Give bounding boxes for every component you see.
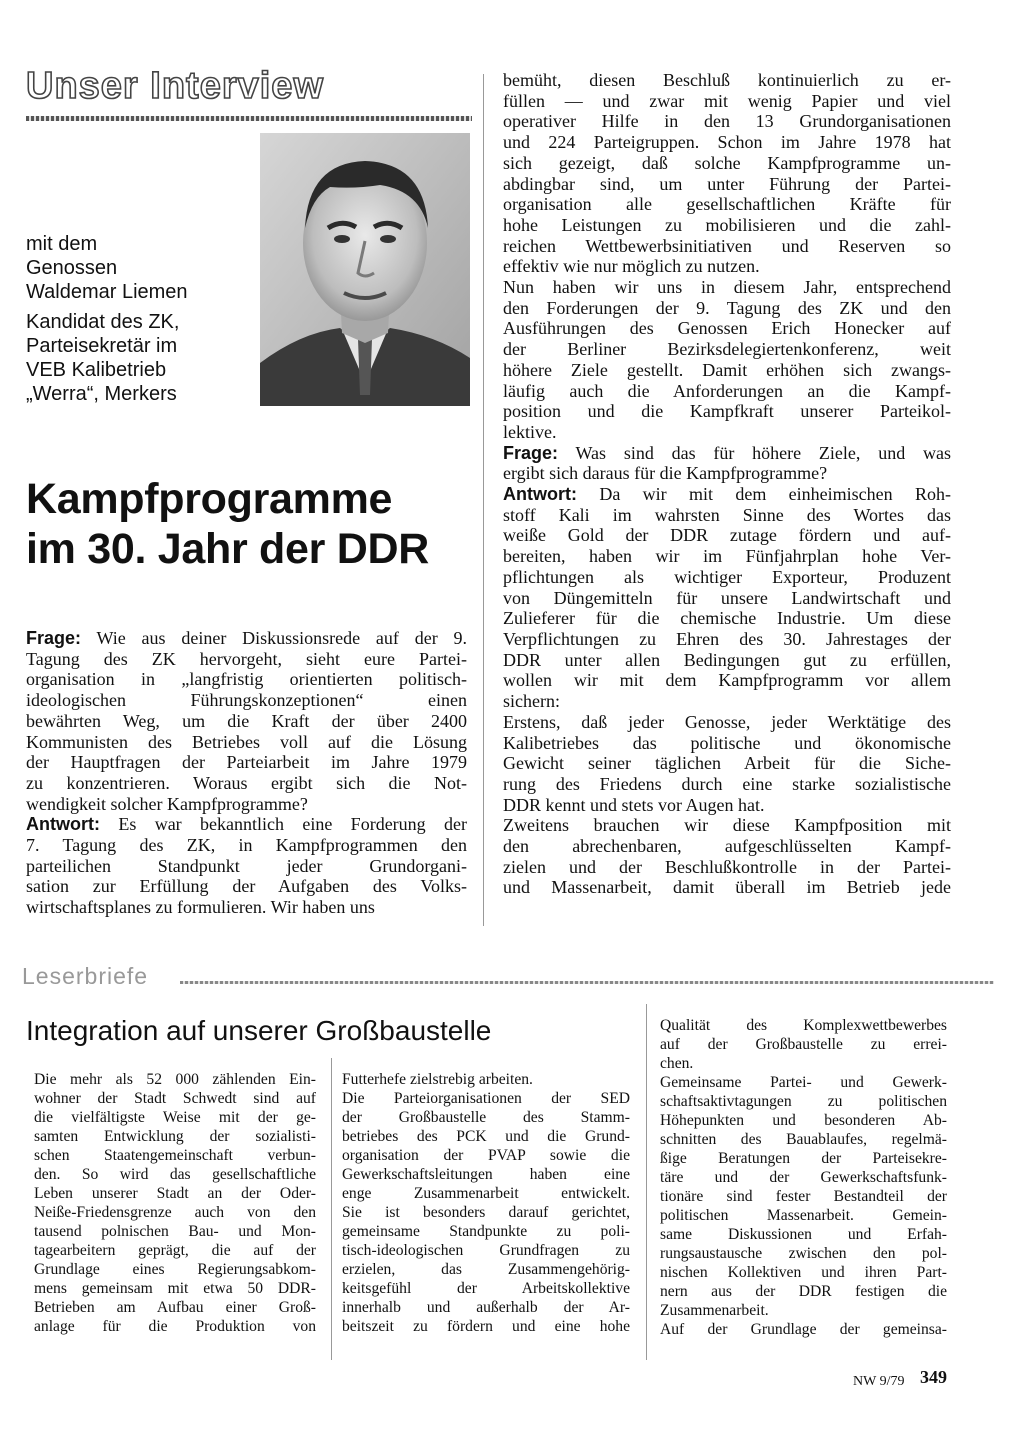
line-text: DDR unter allen Bedingungen gut zu erfüllen,	[503, 649, 951, 670]
letters-headline: Integration auf unserer Großbaustelle	[26, 1015, 492, 1046]
answer-label: Antwort:	[503, 484, 577, 505]
line-text: und Massenarbeit, damit überall im Betrieb jede	[503, 877, 951, 898]
text-line	[342, 1298, 630, 1317]
line-text: abdingbar sind, um unter Führung der Partei-	[503, 173, 951, 194]
text-line	[503, 484, 951, 505]
text-line	[503, 318, 951, 339]
line-text: von Düngemitteln für unsere Landwirtschaft und	[503, 587, 951, 608]
letter-column-1	[34, 1070, 316, 1336]
line-text: Was sind das für höhere Ziele, und was	[575, 442, 951, 463]
text-line	[503, 381, 951, 402]
text-line	[342, 1070, 630, 1089]
text-line	[503, 174, 951, 195]
line-text: chen.	[660, 1055, 694, 1072]
text-line	[26, 732, 467, 753]
line-text: Wie aus deiner Diskussionsrede auf der 9.	[96, 628, 467, 648]
line-text: Zweitens brauchen wir diese Kampfposition mit	[503, 815, 951, 836]
line-text: Leben unserer Stadt an der Oder-	[34, 1185, 316, 1202]
line-text: schen Staatengemeinschaft verbun-	[34, 1147, 316, 1164]
text-line	[34, 1317, 316, 1336]
text-line	[503, 236, 951, 257]
text-line	[660, 1054, 947, 1073]
text-line	[26, 711, 467, 732]
text-line	[26, 897, 467, 918]
line-text: innerhalb und außerhalb der Ar-	[342, 1299, 630, 1316]
line-text: organisation alle gesellschaftlichen Kräfte für	[503, 194, 951, 215]
letter-column-3	[660, 1016, 947, 1339]
line-text: 7. Tagung des ZK, in Kampfprogrammen den	[26, 835, 467, 856]
line-text: der Hauptfragen der Parteiarbeit im Jahre 1979	[26, 752, 467, 773]
role-line: VEB Kalibetrieb	[26, 359, 167, 381]
text-line	[26, 649, 467, 670]
text-line	[26, 876, 467, 897]
text-line	[503, 153, 951, 174]
text-line	[34, 1070, 316, 1089]
line-text: auf der Großbaustelle zu errei-	[660, 1036, 947, 1053]
text-line	[342, 1127, 630, 1146]
text-line	[503, 360, 951, 381]
line-text: position und die Kampfkraft unserer Parteikol-	[503, 401, 951, 422]
text-line	[503, 836, 951, 857]
interviewee-name: Waldemar Liemen	[26, 281, 188, 303]
line-text: Grundlage eines Regierungsabkom-	[34, 1261, 316, 1278]
role-line: Parteisekretär im	[26, 335, 178, 357]
line-text: sation zur Erfüllung der Aufgaben des Volks-	[26, 876, 467, 897]
text-line	[503, 546, 951, 567]
line-text: Futterhefe zielstrebig arbeiten.	[342, 1071, 533, 1088]
text-line	[503, 194, 951, 215]
line-text: und 224 Parteigruppen. Schon im Jahre 1978 hat	[503, 132, 951, 153]
article-headline	[26, 474, 466, 574]
text-line	[503, 463, 951, 484]
line-text: Es war bekanntlich eine Forderung der	[118, 814, 468, 835]
line-text: wendigkeit solcher Kampfprogramme?	[26, 793, 308, 814]
text-line	[503, 795, 951, 816]
line-text: organisation der PVAP sowie die	[342, 1147, 630, 1164]
issue-number: NW 9/79	[853, 1374, 905, 1389]
text-line	[342, 1317, 630, 1336]
text-line	[26, 794, 467, 815]
text-line	[503, 733, 951, 754]
line-text: weiße Gold der DDR zutage fördern und auf-	[503, 525, 951, 546]
line-text: den. So wird das gesellschaftliche	[34, 1166, 316, 1183]
line-text: Da wir mit dem einheimischen Roh-	[599, 484, 951, 505]
headline-line: im 30. Jahr der DDR	[26, 525, 429, 573]
line-text: beitszeit zu fördern und eine hohe	[342, 1318, 630, 1335]
text-line	[503, 691, 951, 712]
page-number: 349	[920, 1367, 947, 1387]
line-text: Zulieferer für die chemische Industrie. Um diese	[503, 608, 951, 629]
text-line	[34, 1165, 316, 1184]
text-line	[503, 256, 951, 277]
line-text: effektiv wie nur möglich zu nutzen.	[503, 256, 760, 277]
text-line	[660, 1073, 947, 1092]
line-text: bereiten, haben wir im Fünfjahrplan hohe Ver-	[503, 546, 951, 567]
interviewee-role	[26, 310, 256, 406]
text-line	[342, 1146, 630, 1165]
line-text: schaftsaktivtagungen zu politischen	[660, 1093, 947, 1110]
line-text: rungsaustausche zwischen den pol-	[660, 1245, 947, 1262]
line-text: operativer Hilfe in den 13 Grundorganisationen	[503, 111, 951, 132]
line-text: Sie ist besonders darauf gerichtet,	[342, 1204, 630, 1221]
text-line	[660, 1225, 947, 1244]
section-title: Unser Interview	[26, 65, 324, 107]
line-text: tagearbeitern geprägt, die auf der	[34, 1242, 316, 1259]
line-text: Höhepunkten und besonderen Ab-	[660, 1112, 947, 1129]
letter-column-divider	[331, 1058, 332, 1360]
line-text: wohner der Stadt Schwedt sind auf	[34, 1090, 316, 1107]
line-text: Betrieben am Aufbau einer Groß-	[34, 1299, 316, 1316]
text-line	[34, 1108, 316, 1127]
line-text: Kalibetriebes das politische und ökonomische	[503, 732, 951, 753]
line-text: betriebes des PCK und die Grund-	[342, 1128, 630, 1145]
line-text: ergibt sich daraus für die Kampfprogramme?	[503, 463, 828, 484]
line-text: keitsgefühl der Arbeitskollektive	[342, 1280, 630, 1297]
text-line	[342, 1241, 630, 1260]
text-line	[503, 422, 951, 443]
line-text: parteilichen Standpunkt jeder Grundorgani-	[26, 855, 467, 876]
line-text: sichern:	[503, 691, 560, 712]
line-text: organisation in „langfristig orientierten politisch-	[26, 669, 467, 690]
text-line	[503, 70, 951, 91]
line-text: täre und der Gewerkschaftsfunk-	[660, 1169, 947, 1186]
text-line	[660, 1320, 947, 1339]
question-label: Frage:	[26, 628, 82, 648]
line-text: same Diskussionen und Erfah-	[660, 1226, 947, 1243]
line-text: rung des Friedens durch eine starke sozialistische	[503, 773, 951, 794]
text-line	[503, 670, 951, 691]
text-line	[34, 1184, 316, 1203]
text-line	[342, 1184, 630, 1203]
text-line	[503, 443, 951, 464]
text-line	[660, 1035, 947, 1054]
line-text: den Forderungen der 9. Tagung des ZK und den	[503, 297, 951, 318]
text-line	[34, 1260, 316, 1279]
text-line	[503, 401, 951, 422]
letter-column-2	[342, 1070, 630, 1336]
letter-column-divider	[646, 1004, 647, 1360]
column-divider	[483, 74, 484, 926]
text-line	[34, 1146, 316, 1165]
text-line	[503, 629, 951, 650]
line-text: Ausführungen des Genossen Erich Honecker auf	[503, 318, 951, 339]
line-text: erzielen, das Zusammengehörig-	[342, 1261, 630, 1278]
line-text: zielen und der Beschlußkontrolle in der Partei-	[503, 856, 951, 877]
text-line	[342, 1260, 630, 1279]
line-text: politischen Massenarbeit. Gemein-	[660, 1207, 947, 1224]
line-text: Neiße-Friedensgrenze auch von den	[34, 1204, 316, 1221]
line-text: den abrechenbaren, aufgeschlüsselten Kampf-	[503, 836, 951, 857]
text-line	[660, 1149, 947, 1168]
line-text: bemüht, diesen Beschluß kontinuierlich zu er-	[503, 70, 951, 90]
text-line	[26, 628, 467, 649]
text-line	[503, 567, 951, 588]
text-line	[26, 690, 467, 711]
text-line	[660, 1282, 947, 1301]
text-line	[503, 505, 951, 526]
text-line	[660, 1244, 947, 1263]
text-line	[660, 1111, 947, 1130]
line-text: nischen Kollektiven und ihren Part-	[660, 1264, 947, 1281]
text-line	[503, 753, 951, 774]
line-text: mens gemeinsam mit etwa 50 DDR-	[34, 1280, 316, 1297]
text-line	[26, 752, 467, 773]
line-text: füllen — und zwar mit wenig Papier und viel	[503, 90, 951, 111]
text-line	[660, 1130, 947, 1149]
intro-line: mit dem	[26, 233, 98, 255]
line-text: DDR kennt und stets vor Augen hat.	[503, 794, 765, 815]
line-text: Gewicht seiner täglichen Arbeit für die Siche-	[503, 753, 951, 774]
text-line	[503, 111, 951, 132]
answer-label: Antwort:	[26, 814, 100, 835]
line-text: Qualität des Komplexwettbewerbes	[660, 1017, 947, 1034]
line-text: wirtschaftsplanes zu formulieren. Wir haben uns	[26, 897, 375, 918]
line-text: gemeinsame Standpunkte zu poli-	[342, 1223, 630, 1240]
text-line	[34, 1298, 316, 1317]
line-text: ideologischen Führungskonzeptionen“ einen	[26, 690, 467, 711]
letters-section-label: Leserbriefe	[22, 963, 149, 989]
line-text: Verpflichtungen zu Ehren des 30. Jahrestages der	[503, 628, 951, 649]
headline-line: Kampfprogramme	[26, 475, 393, 523]
line-text: zu konzentrieren. Woraus ergibt sich die Not-	[26, 772, 467, 793]
line-text: schnitten des Bauablaufes, regelmä-	[660, 1131, 947, 1148]
line-text: Auf der Grundlage der gemeinsa-	[660, 1321, 947, 1338]
line-text: tisch-ideologischen Grundfragen zu	[342, 1242, 630, 1259]
line-text: Gewerkschaftsleitungen haben eine	[342, 1166, 630, 1183]
line-text: tausend polnischen Bau- und Mon-	[34, 1223, 316, 1240]
line-text: stoff Kali im wahrsten Sinne des Wortes das	[503, 504, 951, 525]
role-line: „Werra“, Merkers	[26, 383, 177, 405]
line-text: Kommunisten des Betriebes voll auf die Lösung	[26, 731, 467, 752]
text-line	[503, 650, 951, 671]
text-line	[34, 1279, 316, 1298]
portrait-photo	[260, 133, 470, 406]
text-line	[26, 856, 467, 877]
line-text: wollen wir mit dem Kampfprogramm vor allem	[503, 670, 951, 691]
text-line	[26, 773, 467, 794]
text-line	[660, 1092, 947, 1111]
interview-column-right	[503, 70, 951, 898]
line-text: Tagung des ZK hervorgeht, sieht eure Partei-	[26, 648, 467, 669]
line-text: Zusammenarbeit.	[660, 1302, 769, 1319]
text-line	[503, 339, 951, 360]
text-line	[503, 774, 951, 795]
text-line	[26, 669, 467, 690]
text-line	[503, 525, 951, 546]
line-text: hohe Leistungen zu mobilisieren und die zahl-	[503, 214, 951, 235]
letters-section-rule	[180, 981, 994, 984]
line-text: tionäre sind fester Bestandteil der	[660, 1188, 947, 1205]
text-line	[34, 1127, 316, 1146]
text-line	[503, 215, 951, 236]
text-line	[503, 298, 951, 319]
interview-column-left	[26, 628, 467, 918]
text-line	[34, 1222, 316, 1241]
text-line	[503, 132, 951, 153]
text-line	[660, 1187, 947, 1206]
text-line	[34, 1203, 316, 1222]
question-label: Frage:	[503, 442, 559, 463]
text-line	[660, 1263, 947, 1282]
text-line	[342, 1279, 630, 1298]
text-line	[660, 1016, 947, 1035]
text-line	[342, 1108, 630, 1127]
line-text: lektive.	[503, 421, 557, 442]
line-text: die vielfältigste Weise mit der ge-	[34, 1109, 316, 1126]
text-line	[34, 1241, 316, 1260]
text-line	[34, 1089, 316, 1108]
text-line	[26, 814, 467, 835]
line-text: reichen Wettbewerbsinitiativen und Reserven so	[503, 235, 951, 256]
text-line	[503, 277, 951, 298]
text-line	[503, 588, 951, 609]
line-text: Die Parteiorganisationen der SED	[342, 1090, 630, 1107]
line-text: Nun haben wir uns in diesem Jahr, entsprechend	[503, 277, 951, 298]
line-text: läufig auch die Anforderungen an die Kampf-	[503, 380, 951, 401]
text-line	[660, 1206, 947, 1225]
text-line	[342, 1089, 630, 1108]
intro-line: Genossen	[26, 257, 118, 279]
text-line	[503, 857, 951, 878]
text-line	[503, 815, 951, 836]
text-line	[660, 1301, 947, 1320]
text-line	[26, 835, 467, 856]
line-text: ßige Beratungen der Parteisekre-	[660, 1150, 947, 1167]
line-text: sich gezeigt, daß solche Kampfprogramme un-	[503, 152, 951, 173]
interviewee-intro	[26, 232, 256, 304]
role-line: Kandidat des ZK,	[26, 311, 180, 333]
line-text: nern aus der DDR festigen die	[660, 1283, 947, 1300]
text-line	[342, 1165, 630, 1184]
line-text: der Großbaustelle des Stamm-	[342, 1109, 630, 1126]
line-text: der Berliner Bezirksdelegiertenkonferenz, weit	[503, 339, 951, 360]
text-line	[342, 1203, 630, 1222]
line-text: samten Entwicklung der sozialisti-	[34, 1128, 316, 1145]
line-text: Gemeinsame Partei- und Gewerk-	[660, 1074, 947, 1091]
line-text: Erstens, daß jeder Genosse, jeder Werktätige des	[503, 711, 951, 732]
text-line	[342, 1222, 630, 1241]
text-line	[503, 712, 951, 733]
text-line	[503, 877, 951, 898]
text-line	[660, 1168, 947, 1187]
line-text: pflichtungen als wichtiger Exporteur, Produzent	[503, 566, 951, 587]
portrait-photo-graphic	[260, 133, 470, 406]
text-line	[503, 608, 951, 629]
line-text: enge Zusammenarbeit entwickelt.	[342, 1185, 630, 1202]
text-line	[503, 91, 951, 112]
section-title-rule	[26, 116, 472, 121]
line-text: anlage für die Produktion von	[34, 1318, 316, 1335]
line-text: Die mehr als 52 000 zählenden Ein-	[34, 1071, 316, 1088]
line-text: bewährten Weg, um die Kraft der über 2400	[26, 710, 467, 731]
line-text: höhere Ziele gestellt. Damit erhöhen sich zwangs-	[503, 359, 951, 380]
